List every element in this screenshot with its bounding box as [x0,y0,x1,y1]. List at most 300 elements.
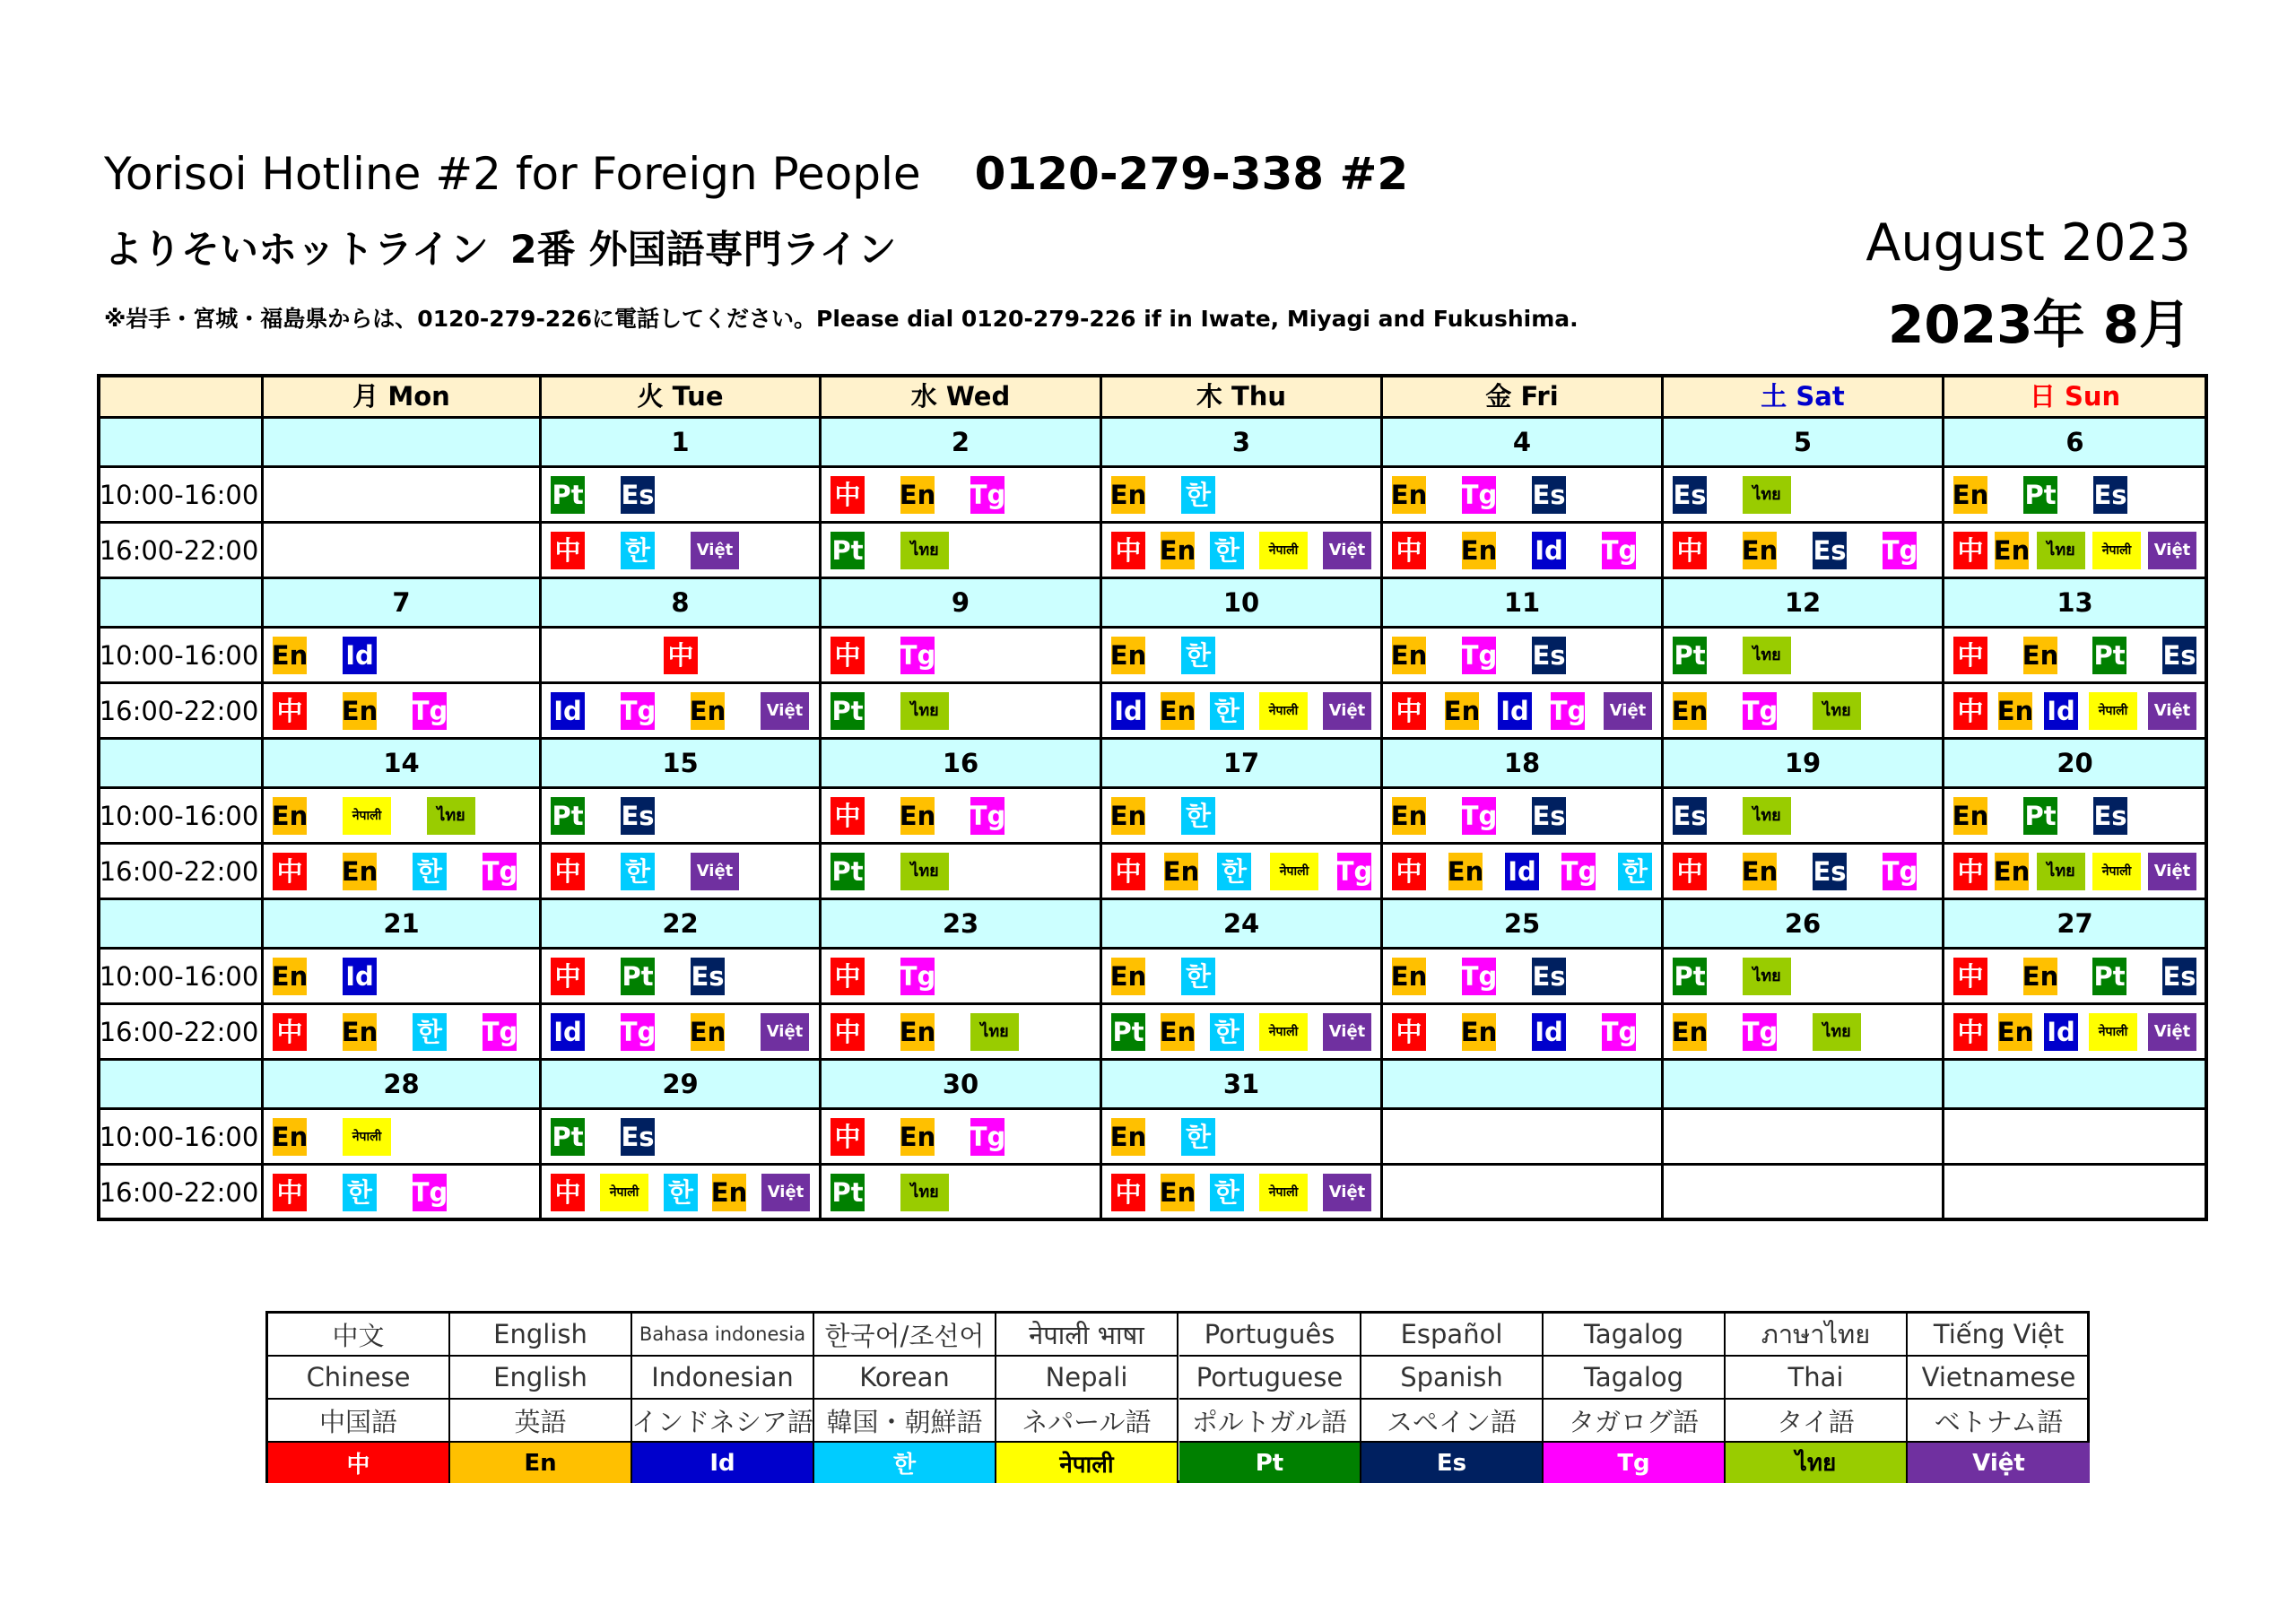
language-tag-ko: 한 [1181,958,1215,995]
slot-cell [1102,950,1383,1005]
language-tag-vi: Việt [761,692,809,730]
language-tag-ko: 한 [343,1174,377,1211]
language-tag-en: En [1953,476,1987,514]
weekday-header: 月 Mon [264,374,542,419]
daynum-corner [97,1061,264,1110]
language-tag-tg: Tg [900,958,935,995]
time-slot-label: 16:00-22:00 [97,1005,264,1061]
language-tag-vi: Việt [1604,692,1652,730]
legend-short-pt: Pt [1179,1443,1361,1483]
legend-english-th: Thai [1726,1357,1908,1400]
slot-cell [264,629,542,684]
language-tag-tg: Tg [1743,692,1777,730]
language-tag-tg: Tg [1462,958,1496,995]
slot-cell [1383,684,1664,740]
time-slot-label: 10:00-16:00 [97,950,264,1005]
language-tag-tg: Tg [970,1118,1004,1156]
day-number: 13 [1944,579,2208,629]
slot-cell [542,468,822,524]
legend-japanese-id: インドネシア語 [632,1400,814,1443]
language-tag-ne: नेपाली [1270,853,1318,890]
slot-cell [542,524,822,579]
language-tag-zh: 中 [831,1013,865,1051]
weekday-header: 火 Tue [542,374,822,419]
language-tag-zh: 中 [1953,853,1987,890]
daynum-corner [97,579,264,629]
slot-cell [1664,845,1944,900]
language-tag-en: En [1111,637,1145,674]
language-tag-tg: Tg [413,692,447,730]
legend-english-en: English [450,1357,632,1400]
language-tag-th: ไทย [1743,958,1791,995]
legend-english-vi: Vietnamese [1908,1357,2090,1400]
legend-japanese-pt: ポルトガル語 [1179,1400,1361,1443]
day-number: 10 [1102,579,1383,629]
language-tag-es: Es [2162,958,2196,995]
language-tag-th: ไทย [1743,476,1791,514]
language-tag-tg: Tg [1883,532,1917,569]
language-tag-tg: Tg [900,637,935,674]
legend-japanese-zh: 中国語 [268,1400,450,1443]
language-tag-es: Es [2093,797,2127,835]
language-tag-ko: 한 [413,1013,447,1051]
language-tag-th: ไทย [900,692,949,730]
language-tag-id: Id [1111,692,1145,730]
day-number: 6 [1944,419,2208,468]
language-tag-zh: 中 [273,1013,307,1051]
day-number: 7 [264,579,542,629]
language-tag-en: En [1743,532,1777,569]
slot-cell [822,1110,1102,1166]
day-number: 8 [542,579,822,629]
language-tag-pt: Pt [1673,958,1707,995]
slot-cell [542,684,822,740]
day-number: 21 [264,900,542,950]
month-title-english: August 2023 [1866,213,2191,273]
language-tag-ko: 한 [1181,476,1215,514]
slot-cell [264,845,542,900]
language-tag-pt: Pt [551,1118,585,1156]
slot-cell [264,789,542,845]
language-tag-ko: 한 [1618,853,1652,890]
slot-cell [1102,629,1383,684]
language-tag-es: Es [1532,637,1566,674]
legend-short-tg: Tg [1544,1443,1726,1483]
language-tag-en: En [1111,958,1145,995]
language-tag-id: Id [1532,1013,1566,1051]
slot-cell [1944,1005,2208,1061]
language-tag-es: Es [1532,476,1566,514]
language-tag-zh: 中 [1953,637,1987,674]
language-legend [265,1311,2090,1483]
time-slot-label: 10:00-16:00 [97,629,264,684]
language-tag-id: Id [2044,692,2078,730]
language-tag-tg: Tg [1883,853,1917,890]
language-tag-zh: 中 [1673,853,1707,890]
language-tag-id: Id [343,637,377,674]
weekday-header: 金 Fri [1383,374,1664,419]
slot-cell [1944,468,2208,524]
language-tag-ne: नेपाली [1259,692,1308,730]
language-tag-es: Es [1673,476,1707,514]
title-japanese-main: よりそいホットライン [104,228,489,273]
language-tag-en: En [900,1118,935,1156]
language-tag-tg: Tg [1602,532,1636,569]
language-tag-th: ไทย [1743,637,1791,674]
day-number: 15 [542,740,822,789]
legend-japanese-es: スペイン語 [1361,1400,1544,1443]
slot-cell [1383,468,1664,524]
day-number: 16 [822,740,1102,789]
language-tag-ko: 한 [1217,853,1251,890]
legend-japanese-en: 英語 [450,1400,632,1443]
legend-english-pt: Portuguese [1179,1357,1361,1400]
legend-native-tg: Tagalog [1544,1314,1726,1357]
slot-cell [1944,1166,2208,1221]
weekday-header: 日 Sun [1944,374,2208,419]
language-tag-en: En [273,1118,307,1156]
legend-native-id: Bahasa indonesia [632,1314,814,1357]
slot-cell [1944,845,2208,900]
day-number: 11 [1383,579,1664,629]
slot-cell [822,684,1102,740]
language-tag-tg: Tg [621,1013,655,1051]
language-tag-es: Es [1532,958,1566,995]
language-tag-pt: Pt [831,692,865,730]
day-number [264,419,542,468]
day-number: 18 [1383,740,1664,789]
day-number [1664,1061,1944,1110]
language-tag-en: En [1392,958,1426,995]
legend-short-ne: नेपाली [996,1443,1178,1483]
language-tag-th: ไทย [427,797,475,835]
language-tag-vi: Việt [691,532,739,569]
language-tag-vi: Việt [1323,692,1371,730]
language-tag-es: Es [1673,797,1707,835]
day-number: 26 [1664,900,1944,950]
legend-japanese-th: タイ語 [1726,1400,1908,1443]
day-number: 29 [542,1061,822,1110]
language-tag-en: En [2023,958,2057,995]
language-tag-en: En [1462,1013,1496,1051]
language-tag-id: Id [551,692,585,730]
language-tag-en: En [1392,797,1426,835]
slot-cell [1664,524,1944,579]
language-tag-es: Es [1813,853,1847,890]
language-tag-tg: Tg [1561,853,1596,890]
language-tag-es: Es [2162,637,2196,674]
time-slot-label: 16:00-22:00 [97,684,264,740]
language-tag-zh: 中 [1392,532,1426,569]
language-tag-zh: 中 [551,532,585,569]
day-number: 14 [264,740,542,789]
day-number: 23 [822,900,1102,950]
slot-cell [1383,524,1664,579]
daynum-corner [97,419,264,468]
legend-native-en: English [450,1314,632,1357]
language-tag-zh: 中 [1673,532,1707,569]
language-tag-tg: Tg [1743,1013,1777,1051]
slot-cell [1383,1110,1664,1166]
language-tag-zh: 中 [551,958,585,995]
language-tag-ko: 한 [1181,1118,1215,1156]
slot-cell [822,950,1102,1005]
time-slot-label: 16:00-22:00 [97,845,264,900]
slot-cell [822,629,1102,684]
slot-cell [1383,950,1664,1005]
weekday-header: 土 Sat [1664,374,1944,419]
slot-cell [1664,468,1944,524]
language-tag-en: En [1161,1174,1195,1211]
language-tag-th: ไทย [1813,692,1861,730]
language-tag-zh: 中 [1392,1013,1426,1051]
language-tag-ko: 한 [1210,532,1244,569]
language-tag-en: En [691,1013,725,1051]
language-tag-id: Id [343,958,377,995]
legend-native-ko: 한국어/조선어 [814,1314,996,1357]
title-english: Yorisoi Hotline #2 for Foreign People [104,148,921,200]
language-tag-tg: Tg [1337,853,1371,890]
language-tag-ne: नेपाली [2089,692,2137,730]
legend-japanese-vi: ベトナム語 [1908,1400,2090,1443]
legend-japanese-tg: タガログ語 [1544,1400,1726,1443]
language-tag-en: En [1164,853,1198,890]
slot-cell [1102,684,1383,740]
slot-cell [1664,1166,1944,1221]
language-tag-ne: नेपाली [343,1118,391,1156]
language-tag-en: En [1673,692,1707,730]
slot-cell [822,1005,1102,1061]
slot-cell [1664,1005,1944,1061]
language-tag-en: En [691,692,725,730]
language-tag-th: ไทย [900,532,949,569]
language-tag-tg: Tg [483,1013,517,1051]
legend-english-tg: Tagalog [1544,1357,1726,1400]
language-tag-tg: Tg [1602,1013,1636,1051]
language-tag-en: En [1462,532,1496,569]
day-number: 20 [1944,740,2208,789]
language-tag-en: En [1392,637,1426,674]
day-number: 19 [1664,740,1944,789]
slot-cell [264,1166,542,1221]
language-tag-zh: 中 [273,853,307,890]
language-tag-en: En [1445,692,1479,730]
language-tag-id: Id [1498,692,1532,730]
legend-japanese-ko: 韓国・朝鮮語 [814,1400,996,1443]
language-tag-zh: 中 [831,797,865,835]
language-tag-vi: Việt [2148,692,2196,730]
language-tag-th: ไทย [2037,853,2085,890]
daynum-corner [97,900,264,950]
title-japanese-sub: 2番 外国語専門ライン [509,228,897,273]
language-tag-en: En [1392,476,1426,514]
language-tag-th: ไทย [970,1013,1019,1051]
day-number: 2 [822,419,1102,468]
day-number: 24 [1102,900,1383,950]
slot-cell [264,950,542,1005]
language-tag-en: En [1161,532,1195,569]
language-tag-en: En [1448,853,1483,890]
language-tag-ne: नेपाली [1259,1174,1308,1211]
language-tag-es: Es [2093,476,2127,514]
language-tag-pt: Pt [621,958,655,995]
language-tag-zh: 中 [1392,692,1426,730]
time-slot-label: 16:00-22:00 [97,1166,264,1221]
language-tag-zh: 中 [1111,853,1145,890]
language-tag-zh: 中 [551,1174,585,1211]
language-tag-ne: नेपाली [2092,853,2141,890]
month-title-japanese: 2023年 8月 [1888,294,2191,355]
language-tag-th: ไทย [900,853,949,890]
day-number: 27 [1944,900,2208,950]
language-tag-pt: Pt [831,1174,865,1211]
language-tag-pt: Pt [551,476,585,514]
slot-cell [1383,1005,1664,1061]
language-tag-en: En [343,692,377,730]
language-tag-es: Es [691,958,725,995]
slot-cell [1944,1110,2208,1166]
language-tag-ne: नेपाली [600,1174,648,1211]
slot-cell [264,1005,542,1061]
slot-cell [542,789,822,845]
legend-native-es: Español [1361,1314,1544,1357]
language-tag-en: En [1111,797,1145,835]
language-tag-en: En [2023,637,2057,674]
language-tag-en: En [273,797,307,835]
language-tag-en: En [1998,1013,2032,1051]
language-tag-ne: नेपाली [2092,532,2141,569]
slot-cell [1944,524,2208,579]
language-tag-en: En [1161,692,1195,730]
language-tag-zh: 中 [1953,1013,1987,1051]
slot-cell [822,524,1102,579]
language-tag-en: En [1953,797,1987,835]
legend-short-ko: 한 [814,1443,996,1483]
day-number: 3 [1102,419,1383,468]
language-tag-ko: 한 [1181,637,1215,674]
slot-cell [1944,629,2208,684]
language-tag-pt: Pt [2092,637,2126,674]
slot-cell [264,468,542,524]
language-tag-zh: 中 [1111,1174,1145,1211]
language-tag-pt: Pt [1111,1013,1145,1051]
language-tag-vi: Việt [2148,532,2196,569]
language-tag-vi: Việt [1323,1013,1371,1051]
day-number: 1 [542,419,822,468]
slot-cell [1102,524,1383,579]
language-tag-id: Id [551,1013,585,1051]
time-slot-label: 10:00-16:00 [97,789,264,845]
slot-cell [1102,845,1383,900]
legend-native-pt: Português [1179,1314,1361,1357]
legend-english-zh: Chinese [268,1357,450,1400]
language-tag-zh: 中 [831,1118,865,1156]
day-number [1383,1061,1664,1110]
language-tag-en: En [1743,853,1777,890]
language-tag-pt: Pt [2023,797,2057,835]
daynum-corner [97,740,264,789]
day-number: 9 [822,579,1102,629]
language-tag-en: En [712,1174,746,1211]
legend-english-ko: Korean [814,1357,996,1400]
language-tag-vi: Việt [761,1174,810,1211]
language-tag-zh: 中 [273,1174,307,1211]
language-tag-en: En [1161,1013,1195,1051]
legend-english-es: Spanish [1361,1357,1544,1400]
language-tag-es: Es [621,476,655,514]
header-corner [97,374,264,419]
language-tag-ko: 한 [621,853,655,890]
language-tag-ne: नेपाली [1259,532,1308,569]
language-tag-ko: 한 [1210,692,1244,730]
language-tag-vi: Việt [2148,1013,2196,1051]
slot-cell [822,845,1102,900]
language-tag-en: En [1111,1118,1145,1156]
phone-number[interactable]: 0120-279-338 #2 [974,148,1409,200]
legend-native-zh: 中文 [268,1314,450,1357]
slot-cell [1102,1110,1383,1166]
language-tag-vi: Việt [761,1013,809,1051]
language-tag-pt: Pt [2023,476,2057,514]
legend-short-id: Id [632,1443,814,1483]
legend-short-vi: Việt [1908,1443,2090,1483]
language-tag-vi: Việt [1323,532,1371,569]
slot-cell [264,524,542,579]
language-tag-es: Es [621,797,655,835]
language-tag-ko: 한 [1181,797,1215,835]
slot-cell [1664,629,1944,684]
language-tag-en: En [343,853,377,890]
legend-english-id: Indonesian [632,1357,814,1400]
slot-cell [542,629,822,684]
language-tag-id: Id [1532,532,1566,569]
language-tag-tg: Tg [1462,476,1496,514]
slot-cell [542,1166,822,1221]
language-tag-en: En [900,797,935,835]
language-tag-zh: 中 [1111,532,1145,569]
slot-cell [822,468,1102,524]
day-number: 4 [1383,419,1664,468]
language-tag-en: En [1998,692,2032,730]
legend-native-vi: Tiếng Việt [1908,1314,2090,1357]
language-tag-zh: 中 [1953,692,1987,730]
language-tag-en: En [343,1013,377,1051]
language-tag-th: ไทย [1813,1013,1861,1051]
language-tag-es: Es [1532,797,1566,835]
day-number: 22 [542,900,822,950]
weekday-header: 水 Wed [822,374,1102,419]
legend-native-th: ภาษาไทย [1726,1314,1908,1357]
language-tag-es: Es [1813,532,1847,569]
slot-cell [1102,1166,1383,1221]
language-tag-ko: 한 [664,1174,698,1211]
language-tag-en: En [1111,476,1145,514]
day-number: 28 [264,1061,542,1110]
language-tag-pt: Pt [1673,637,1707,674]
language-tag-pt: Pt [551,797,585,835]
slot-cell [1664,789,1944,845]
slot-cell [1383,845,1664,900]
day-number: 12 [1664,579,1944,629]
language-tag-pt: Pt [831,853,865,890]
slot-cell [1102,1005,1383,1061]
language-tag-zh: 中 [664,637,698,674]
language-tag-zh: 中 [831,637,865,674]
slot-cell [1664,1110,1944,1166]
day-number: 30 [822,1061,1102,1110]
language-tag-zh: 中 [1392,853,1426,890]
language-tag-ko: 한 [621,532,655,569]
